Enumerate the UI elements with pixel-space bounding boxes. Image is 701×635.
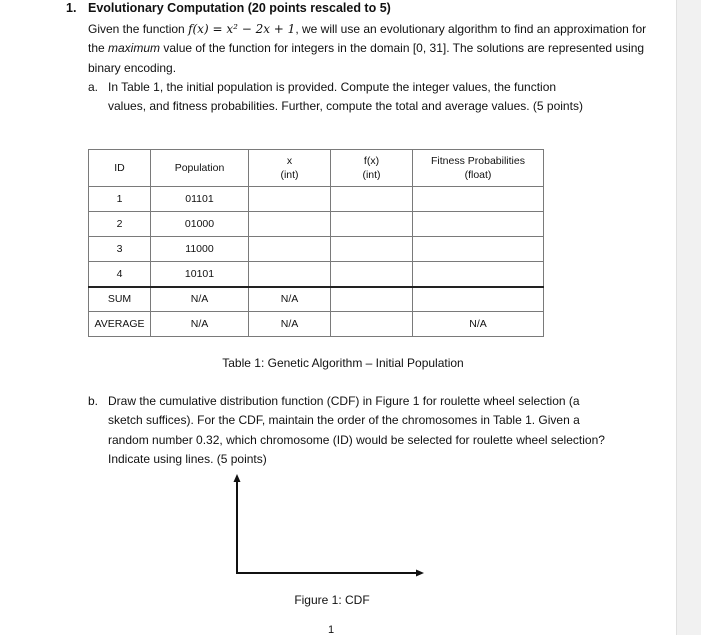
header-fx: f(x) (int): [331, 150, 413, 187]
sum-label: SUM: [89, 287, 151, 312]
average-row: [89, 312, 544, 337]
header-id: ID: [89, 150, 151, 187]
cell-population: 01101: [151, 187, 249, 212]
sum-population: N/A: [151, 287, 249, 312]
part-a-label: a.: [88, 80, 99, 94]
intro-post: , we will use an evolutionary algorithm to find an approximation for the: [88, 22, 647, 56]
cell-x: [249, 237, 331, 262]
average-fitness: N/A: [413, 312, 544, 337]
sum-fx: [331, 287, 413, 312]
y-axis-arrowhead: [234, 474, 241, 482]
page-number: 1: [328, 624, 335, 635]
header-x: x (int): [249, 150, 331, 187]
function-formula: f(x) = x² − 2x + 1: [188, 22, 296, 36]
part-a-text: In Table 1, the initial population is provided. Compute the integer values, the function values, and fitness probabilities. Further, compute the total and average values. (5 points): [108, 80, 583, 114]
cell-id: 2: [89, 212, 151, 237]
question-heading: Evolutionary Computation (20 points rescaled to 5): [88, 1, 391, 15]
cell-x: [249, 212, 331, 237]
sum-row: [89, 287, 544, 312]
cell-fitness: [413, 212, 544, 237]
sum-fitness: [413, 287, 544, 312]
cell-population: 11000: [151, 237, 249, 262]
cell-x: [249, 187, 331, 212]
part-a: [88, 78, 588, 117]
population-table: [88, 149, 544, 337]
table-caption: Table 1: Genetic Algorithm – Initial Population: [222, 356, 464, 370]
table-row: [89, 187, 544, 212]
cell-population: 10101: [151, 262, 249, 287]
cell-id: 3: [89, 237, 151, 262]
cell-population: 01000: [151, 212, 249, 237]
table-row: [89, 237, 544, 262]
cell-fitness: [413, 237, 544, 262]
part-b-text: Draw the cumulative distribution function (CDF) in Figure 1 for roulette wheel selection (a sketch suffices). For the CDF, maintain the order of the chromosomes in Table 1. Given a random number 0.32, which chromosome (ID) would be selected for roulette wheel selection? Indicate using lines. (5 points): [108, 394, 605, 466]
sum-x: N/A: [249, 287, 331, 312]
cell-id: 4: [89, 262, 151, 287]
cell-fx: [331, 212, 413, 237]
question-title: [66, 1, 391, 15]
cell-fitness: [413, 187, 544, 212]
average-fx: [331, 312, 413, 337]
cdf-axes: [225, 472, 430, 582]
x-axis-arrowhead: [416, 570, 424, 577]
intro-emphasis: maximum: [108, 41, 161, 56]
part-b: [88, 392, 608, 469]
header-population: Population: [151, 150, 249, 187]
table-header-row: [89, 150, 544, 187]
figure-caption: Figure 1: CDF: [294, 593, 370, 607]
cell-fx: [331, 237, 413, 262]
cell-id: 1: [89, 187, 151, 212]
document-margin: [676, 0, 701, 635]
question-intro: [88, 20, 648, 78]
cell-fitness: [413, 262, 544, 287]
average-x: N/A: [249, 312, 331, 337]
cell-fx: [331, 187, 413, 212]
cell-x: [249, 262, 331, 287]
question-number: 1.: [66, 1, 77, 15]
intro-rest: value of the function for integers in the domain [0, 31]. The solutions are represented using binary encoding.: [88, 41, 645, 75]
table-row: [89, 262, 544, 287]
average-label: AVERAGE: [89, 312, 151, 337]
cell-fx: [331, 262, 413, 287]
table-row: [89, 212, 544, 237]
part-b-label: b.: [88, 394, 99, 408]
average-population: N/A: [151, 312, 249, 337]
intro-pre: Given the function: [88, 22, 189, 36]
header-fitness: Fitness Probabilities (float): [413, 150, 544, 187]
